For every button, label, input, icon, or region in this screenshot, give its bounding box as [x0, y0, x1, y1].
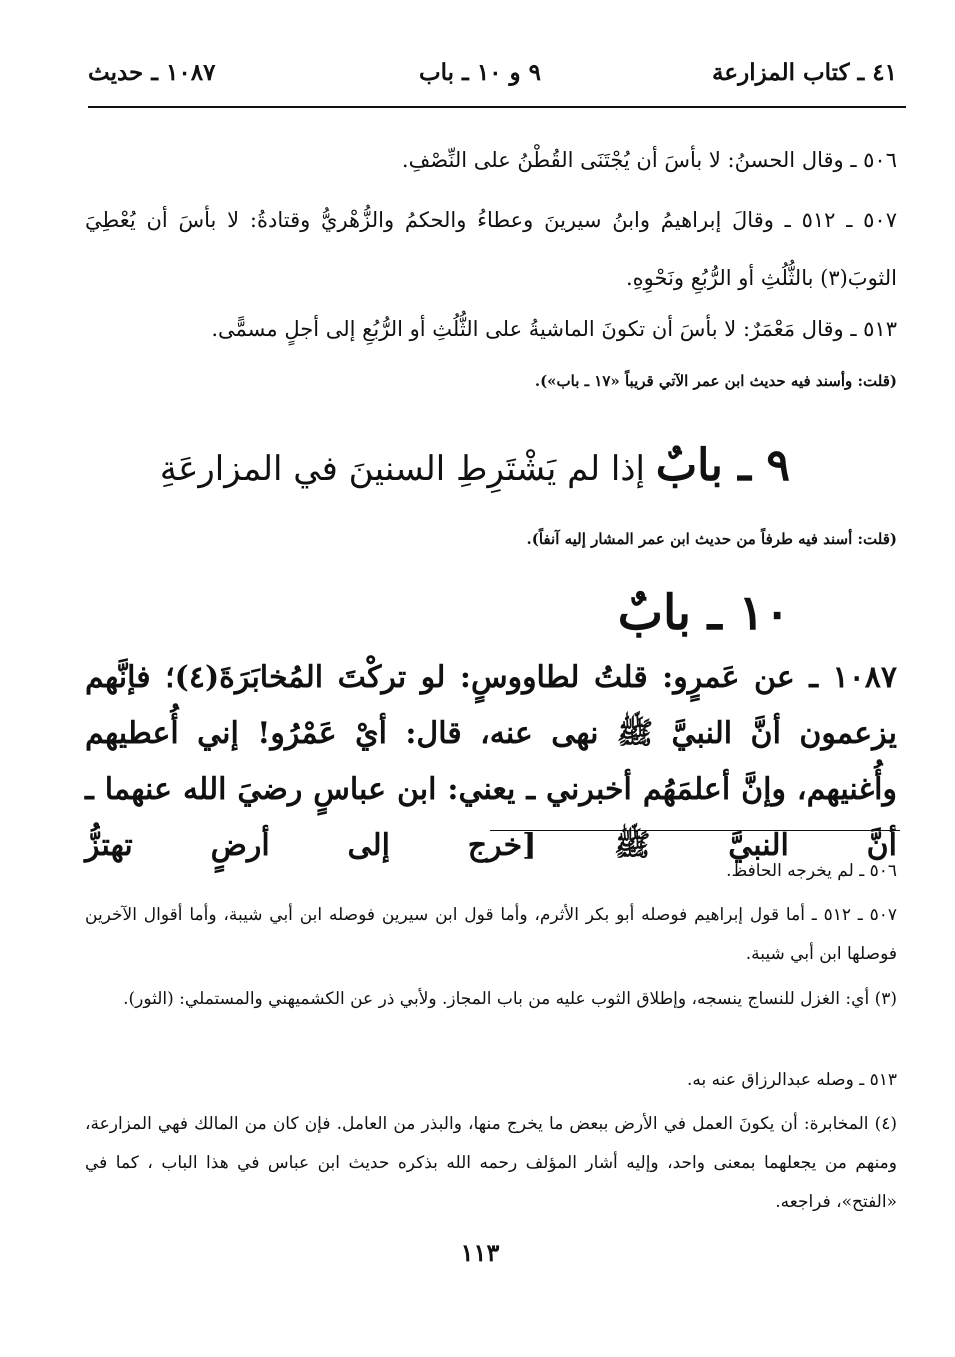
- editor-note-2: (قلت: أسند فيه طرفاً من حديث ابن عمر المشار إليه آنفاً).: [526, 530, 897, 548]
- entry-513: ٥١٣ ـ وقال مَعْمَرٌ: لا بأسَ أن تكونَ الماشيةُ على الثُّلُثِ أو الرُّبُعِ إلى أجلٍ مسمًّى.: [211, 317, 897, 341]
- header-hadith-number: ١٠٨٧ ـ حديث: [88, 59, 216, 86]
- entry-507-512: ٥٠٧ ـ ٥١٢ ـ وقالَ إبراهيمُ وابنُ سيرينَ وعطاءُ والحكمُ والزُّهْريُّ وقتادةُ: لا بأسَ أن يُعْطِيَ الثوبَ(٣) بالثُّلُثِ أو الرُّبُعِ ونَحْوِهِ.: [85, 208, 897, 290]
- header-rule: [88, 106, 906, 108]
- footnote-3: (٣) أي: الغزل للنساج ينسجه، وإطلاق الثوب عليه من باب المجاز. ولأبي ذر عن الكشميهني والمستملي: (الثور).: [123, 989, 897, 1009]
- footnote-507-512: ٥٠٧ ـ ٥١٢ ـ أما قول إبراهيم فوصله أبو بكر الأثرم، وأما قول ابن سيرين فوصله ابن أبي شيبة، وأما أقوال الآخرين فوصلها ابن أبي شيبة.: [85, 905, 897, 964]
- editor-note-1: (قلت: وأسند فيه حديث ابن عمر الآتي قريباً «١٧ ـ باب»).: [534, 372, 897, 390]
- page-number: ١١٣: [460, 1238, 500, 1267]
- footnote-506: ٥٠٦ ـ لم يخرجه الحافظ.: [726, 861, 897, 881]
- footnote-rule: [490, 830, 900, 831]
- chapter-10-heading: ١٠ ـ بابٌ: [617, 585, 790, 641]
- footnote-4: (٤) المخابرة: أن يكونَ العمل في الأرض ببعض ما يخرج منها، والبذر من العامل. فإن كان من المالك فهي المزارعة، ومنهم من يجعلهما بمعنى واحد، وإليه أشار المؤلف رحمه الله بذكره حديث ابن عباس في هذا الباب ، كما في «الفتح»، فراجعه.: [85, 1114, 897, 1212]
- footnote-513: ٥١٣ ـ وصله عبدالرزاق عنه به.: [686, 1070, 897, 1090]
- header-book-title: ٤١ ـ كتاب المزارعة: [712, 59, 897, 86]
- hadith-1087: ١٠٨٧ ـ عن عَمرٍو: قلتُ لطاووسٍ: لو تركْتَ المُخابَرَةَ(٤)؛ فإنَّهم يزعمون أنَّ النبيَّ ﷺ نهى عنه، قال: أيْ عَمْرُو! إني أُعطيهم وأُغنيهم، وإنَّ أعلمَهُم أخبرني ـ يعني: ابن عباسٍ رضيَ الله عنهما ـ أنَّ النبيَّ ﷺ [خرج إلى أرضٍ تهتزُّ: [85, 660, 897, 863]
- entry-506: ٥٠٦ ـ وقال الحسنُ: لا بأسَ أن يُجْتَنَى القُطْنُ على النِّصْفِ.: [401, 148, 897, 172]
- chapter-9-title: إذا لم يَشْتَرِطِ السنينَ في المزارعَةِ: [159, 449, 645, 489]
- header-chapter: ٩ و ١٠ ـ باب: [418, 59, 542, 86]
- chapter-9-heading: [159, 436, 790, 499]
- chapter-9-number: ٩ ـ بابٌ: [655, 440, 790, 491]
